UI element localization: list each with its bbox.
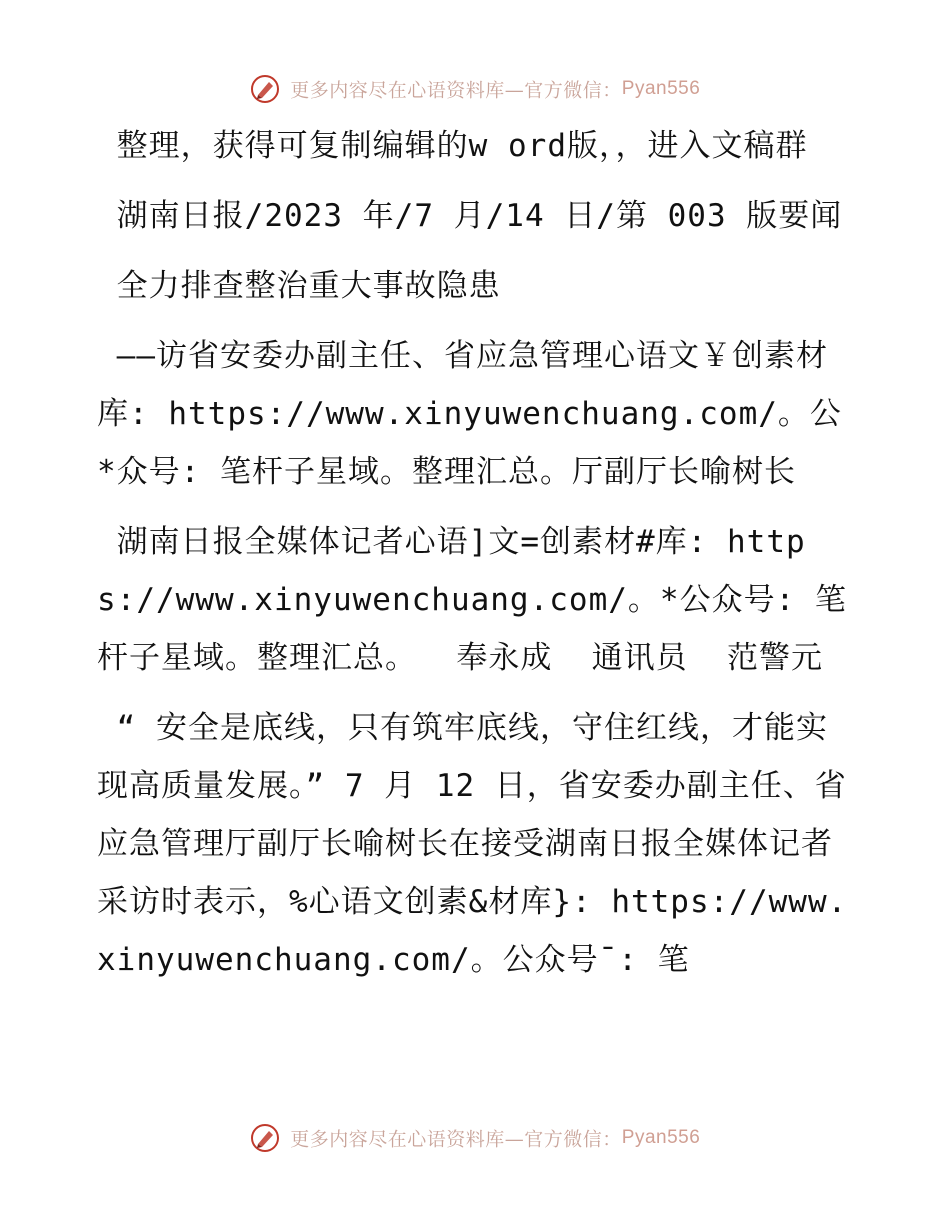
footer-watermark — [0, 1123, 950, 1153]
paragraph-intro: 整理，获得可复制编辑的w ord版，，进入文稿群 — [97, 128, 808, 164]
pen-logo-icon — [250, 1123, 280, 1153]
watermark-text: 更多内容尽在心语资料库—官方微信： — [290, 79, 622, 102]
document-body — [97, 117, 857, 1001]
paragraph-source-line: 湖南日报/2023 年/7 月/14 日/第 003 版要闻 — [97, 198, 843, 234]
pen-logo-icon — [250, 74, 280, 104]
watermark-brand: Pyan556 — [621, 1127, 701, 1148]
article-title: 全力排查整治重大事故隐患 — [97, 268, 501, 304]
paragraph-body: “ 安全是底线，只有筑牢底线，守住红线，才能实现高质量发展。” 7 月 12 日，省安委办副主任、省应急管理厅副厅长喻树长在接受湖南日报全媒体记者采访时表示，%心语文创素&材库}: https://www.xinyuwenchuang.com/。公众号¯: 笔 — [97, 710, 848, 978]
byline: 湖南日报全媒体记者心语]文=创素材#库: https://www.xinyuwenchuang.com/。*公众号: 笔杆子星域。整理汇总。 奉永成 通讯员 范警元 — [97, 524, 847, 676]
article-subtitle: ——访省安委办副主任、省应急管理心语文￥创素材库: https://www.xinyuwenchuang.com/。公*众号: 笔杆子星域。整理汇总。厅副厅长喻树长 — [97, 338, 842, 490]
header-watermark — [0, 74, 950, 104]
watermark-brand: Pyan556 — [621, 78, 701, 99]
watermark-text: 更多内容尽在心语资料库—官方微信： — [290, 1128, 622, 1151]
